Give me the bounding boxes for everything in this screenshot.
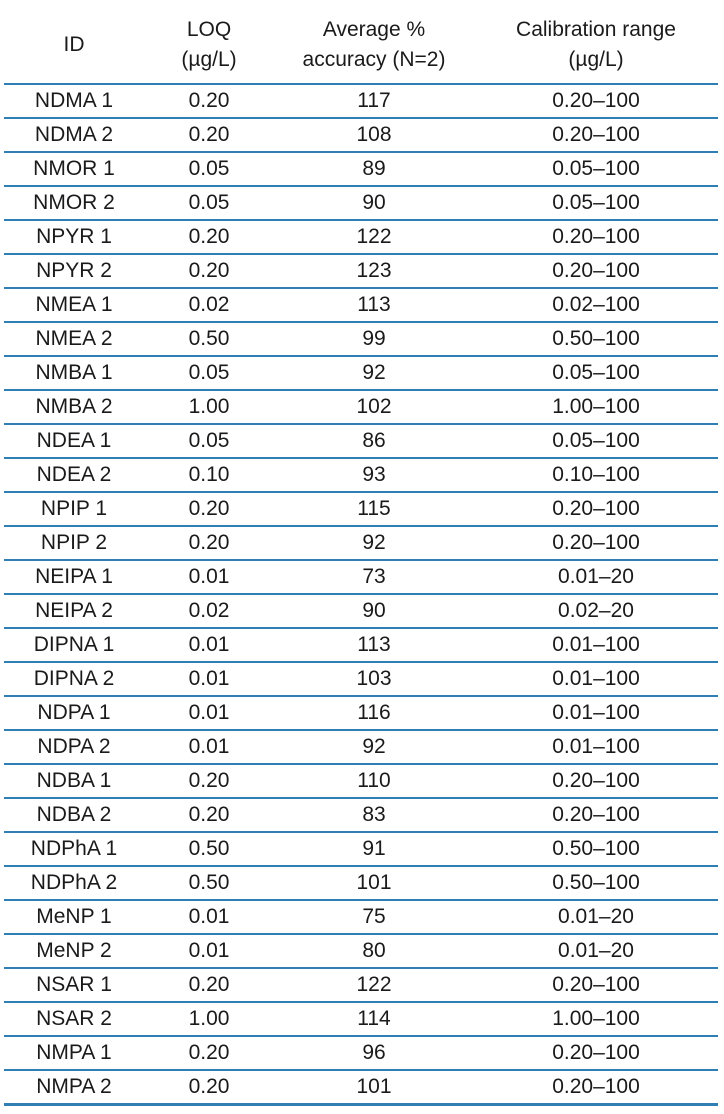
cell-id: NPYR 1 — [4, 220, 144, 254]
cell-id: NMEA 1 — [4, 288, 144, 322]
table-row — [4, 254, 718, 288]
header-loq-line2: (µg/L) — [181, 47, 237, 71]
cell-loq: 0.05 — [144, 424, 274, 458]
cell-loq: 0.05 — [144, 152, 274, 186]
table-header — [4, 6, 718, 84]
table-row — [4, 492, 718, 526]
cell-id: NDEA 1 — [4, 424, 144, 458]
cell-id: NMOR 1 — [4, 152, 144, 186]
cell-id: NSAR 2 — [4, 1002, 144, 1036]
table-body — [4, 84, 718, 1104]
cell-calibration-range: 0.20–100 — [474, 798, 718, 832]
header-id — [4, 6, 144, 84]
header-calibration-line2: (µg/L) — [568, 47, 624, 71]
cell-id: NMOR 2 — [4, 186, 144, 220]
cell-calibration-range: 0.01–100 — [474, 628, 718, 662]
cell-loq: 0.01 — [144, 900, 274, 934]
cell-id: NSAR 1 — [4, 968, 144, 1002]
table-row — [4, 832, 718, 866]
cell-id: NDEA 2 — [4, 458, 144, 492]
header-calibration-line1: Calibration range — [516, 17, 676, 41]
cell-loq: 0.20 — [144, 220, 274, 254]
cell-loq: 0.50 — [144, 832, 274, 866]
cell-loq: 0.20 — [144, 1036, 274, 1070]
cell-calibration-range: 0.20–100 — [474, 84, 718, 118]
cell-calibration-range: 0.20–100 — [474, 254, 718, 288]
cell-calibration-range: 0.20–100 — [474, 1070, 718, 1104]
table-row — [4, 356, 718, 390]
cell-calibration-range: 0.50–100 — [474, 866, 718, 900]
cell-loq: 0.20 — [144, 968, 274, 1002]
cell-id: NDMA 2 — [4, 118, 144, 152]
table-row — [4, 764, 718, 798]
cell-accuracy: 90 — [274, 594, 474, 628]
cell-accuracy: 122 — [274, 220, 474, 254]
cell-id: DIPNA 2 — [4, 662, 144, 696]
cell-accuracy: 92 — [274, 526, 474, 560]
table-row — [4, 526, 718, 560]
cell-id: NDBA 2 — [4, 798, 144, 832]
cell-accuracy: 92 — [274, 356, 474, 390]
table-row — [4, 594, 718, 628]
table-row — [4, 458, 718, 492]
cell-accuracy: 103 — [274, 662, 474, 696]
cell-id: NPIP 2 — [4, 526, 144, 560]
cell-accuracy: 80 — [274, 934, 474, 968]
cell-calibration-range: 1.00–100 — [474, 1002, 718, 1036]
cell-loq: 0.01 — [144, 662, 274, 696]
cell-accuracy: 114 — [274, 1002, 474, 1036]
cell-calibration-range: 0.20–100 — [474, 220, 718, 254]
header-accuracy-line1: Average % — [322, 17, 426, 41]
cell-calibration-range: 0.05–100 — [474, 186, 718, 220]
table-row — [4, 968, 718, 1002]
header-calibration — [474, 6, 718, 84]
cell-loq: 0.20 — [144, 526, 274, 560]
cell-loq: 1.00 — [144, 1002, 274, 1036]
table-row — [4, 866, 718, 900]
cell-accuracy: 116 — [274, 696, 474, 730]
table-row — [4, 288, 718, 322]
cell-calibration-range: 0.50–100 — [474, 832, 718, 866]
cell-loq: 0.01 — [144, 696, 274, 730]
table-row — [4, 1002, 718, 1036]
cell-accuracy: 123 — [274, 254, 474, 288]
table-row — [4, 900, 718, 934]
table-row — [4, 696, 718, 730]
cell-loq: 0.01 — [144, 560, 274, 594]
cell-loq: 0.20 — [144, 254, 274, 288]
table-row — [4, 390, 718, 424]
table-row — [4, 1070, 718, 1104]
cell-calibration-range: 0.01–20 — [474, 900, 718, 934]
cell-loq: 1.00 — [144, 390, 274, 424]
cell-calibration-range: 0.01–100 — [474, 730, 718, 764]
cell-loq: 0.20 — [144, 492, 274, 526]
cell-accuracy: 89 — [274, 152, 474, 186]
cell-accuracy: 101 — [274, 866, 474, 900]
cell-accuracy: 96 — [274, 1036, 474, 1070]
cell-accuracy: 90 — [274, 186, 474, 220]
cell-loq: 0.20 — [144, 798, 274, 832]
cell-accuracy: 73 — [274, 560, 474, 594]
cell-id: NDPhA 1 — [4, 832, 144, 866]
header-row — [4, 6, 718, 84]
cell-accuracy: 75 — [274, 900, 474, 934]
cell-loq: 0.05 — [144, 356, 274, 390]
cell-accuracy: 115 — [274, 492, 474, 526]
cell-accuracy: 113 — [274, 628, 474, 662]
cell-id: NDPA 2 — [4, 730, 144, 764]
table-row — [4, 424, 718, 458]
header-accuracy — [274, 6, 474, 84]
cell-calibration-range: 0.05–100 — [474, 424, 718, 458]
cell-calibration-range: 0.20–100 — [474, 968, 718, 1002]
cell-loq: 0.01 — [144, 730, 274, 764]
cell-calibration-range: 0.20–100 — [474, 492, 718, 526]
cell-loq: 0.01 — [144, 628, 274, 662]
cell-id: NDMA 1 — [4, 84, 144, 118]
cell-loq: 0.02 — [144, 594, 274, 628]
table-row — [4, 1036, 718, 1070]
cell-id: MeNP 2 — [4, 934, 144, 968]
cell-calibration-range: 0.01–100 — [474, 662, 718, 696]
table-row — [4, 730, 718, 764]
cell-calibration-range: 0.05–100 — [474, 152, 718, 186]
header-loq — [144, 6, 274, 84]
cell-calibration-range: 1.00–100 — [474, 390, 718, 424]
cell-calibration-range: 0.02–20 — [474, 594, 718, 628]
cell-accuracy: 110 — [274, 764, 474, 798]
cell-id: NMEA 2 — [4, 322, 144, 356]
cell-id: NMBA 1 — [4, 356, 144, 390]
table-row — [4, 152, 718, 186]
cell-id: NDBA 1 — [4, 764, 144, 798]
cell-accuracy: 117 — [274, 84, 474, 118]
table-row — [4, 118, 718, 152]
cell-calibration-range: 0.20–100 — [474, 118, 718, 152]
cell-accuracy: 108 — [274, 118, 474, 152]
cell-loq: 0.02 — [144, 288, 274, 322]
cell-calibration-range: 0.01–20 — [474, 560, 718, 594]
cell-calibration-range: 0.01–100 — [474, 696, 718, 730]
cell-id: NPIP 1 — [4, 492, 144, 526]
cell-accuracy: 93 — [274, 458, 474, 492]
cell-loq: 0.05 — [144, 186, 274, 220]
cell-loq: 0.20 — [144, 764, 274, 798]
cell-calibration-range: 0.10–100 — [474, 458, 718, 492]
table-row — [4, 84, 718, 118]
cell-id: NMBA 2 — [4, 390, 144, 424]
cell-id: NEIPA 1 — [4, 560, 144, 594]
cell-calibration-range: 0.20–100 — [474, 764, 718, 798]
table-row — [4, 186, 718, 220]
cell-loq: 0.20 — [144, 84, 274, 118]
cell-id: DIPNA 1 — [4, 628, 144, 662]
cell-loq: 0.20 — [144, 118, 274, 152]
results-table — [4, 6, 718, 1106]
results-table-container — [4, 6, 718, 1106]
cell-loq: 0.20 — [144, 1070, 274, 1104]
cell-calibration-range: 0.01–20 — [474, 934, 718, 968]
cell-calibration-range: 0.02–100 — [474, 288, 718, 322]
cell-calibration-range: 0.50–100 — [474, 322, 718, 356]
cell-id: MeNP 1 — [4, 900, 144, 934]
cell-loq: 0.50 — [144, 866, 274, 900]
cell-calibration-range: 0.20–100 — [474, 1036, 718, 1070]
header-accuracy-line2: accuracy (N=2) — [302, 47, 446, 71]
cell-id: NPYR 2 — [4, 254, 144, 288]
cell-accuracy: 99 — [274, 322, 474, 356]
table-row — [4, 322, 718, 356]
cell-accuracy: 91 — [274, 832, 474, 866]
cell-accuracy: 92 — [274, 730, 474, 764]
cell-id: NMPA 1 — [4, 1036, 144, 1070]
cell-accuracy: 122 — [274, 968, 474, 1002]
table-row — [4, 798, 718, 832]
cell-accuracy: 102 — [274, 390, 474, 424]
header-id-label: ID — [63, 32, 85, 56]
cell-calibration-range: 0.05–100 — [474, 356, 718, 390]
table-row — [4, 934, 718, 968]
table-row — [4, 220, 718, 254]
cell-accuracy: 86 — [274, 424, 474, 458]
table-row — [4, 560, 718, 594]
cell-calibration-range: 0.20–100 — [474, 526, 718, 560]
cell-loq: 0.01 — [144, 934, 274, 968]
table-row — [4, 628, 718, 662]
table-row — [4, 662, 718, 696]
cell-loq: 0.50 — [144, 322, 274, 356]
cell-id: NDPhA 2 — [4, 866, 144, 900]
cell-accuracy: 113 — [274, 288, 474, 322]
cell-id: NEIPA 2 — [4, 594, 144, 628]
cell-id: NDPA 1 — [4, 696, 144, 730]
cell-accuracy: 83 — [274, 798, 474, 832]
cell-loq: 0.10 — [144, 458, 274, 492]
header-loq-line1: LOQ — [186, 17, 232, 41]
cell-id: NMPA 2 — [4, 1070, 144, 1104]
cell-accuracy: 101 — [274, 1070, 474, 1104]
